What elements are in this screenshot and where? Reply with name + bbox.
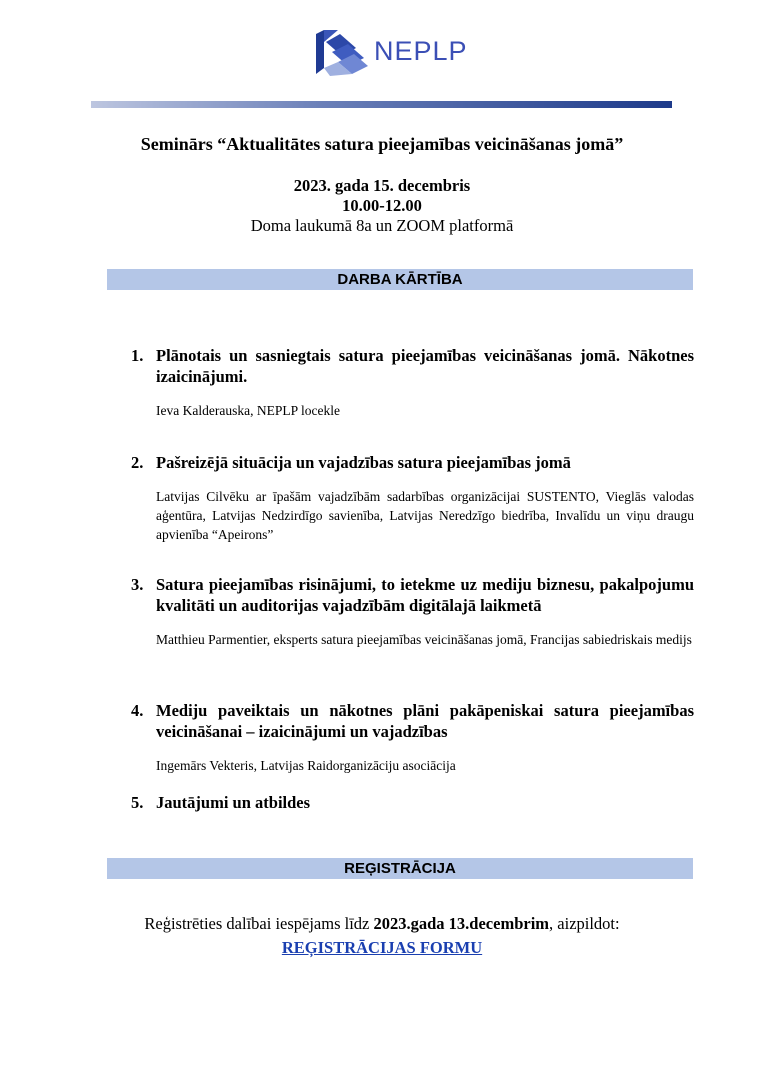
seminar-time: 10.00-12.00 — [342, 196, 422, 215]
registration-form-link[interactable]: REĢISTRĀCIJAS FORMU — [281, 938, 483, 957]
seminar-date: 2023. gada 15. decembris — [293, 176, 471, 195]
agenda-item — [131, 792, 694, 813]
agenda-item — [131, 452, 694, 544]
agenda-item-title: Plānotais un sasniegtais satura pieejamības veicināšanas jomā. Nākotnes izaicinājumi. — [156, 346, 694, 386]
seminar-location: Doma laukumā 8a un ZOOM platformā — [250, 216, 514, 235]
registration-text — [0, 914, 764, 934]
registration-text-after: , aizpildot: — [549, 914, 620, 933]
agenda-item-number: 3. — [131, 575, 144, 594]
agenda-item-title: Jautājumi un atbildes — [156, 793, 311, 812]
agenda-item-number: 5. — [131, 793, 144, 812]
agenda-item-speaker: Matthieu Parmentier, eksperts satura pieejamības veicināšanas jomā, Francijas sabiedriskais medijs — [156, 632, 692, 647]
agenda-item — [131, 574, 694, 649]
agenda-item-number: 4. — [131, 701, 144, 720]
neplp-logo — [316, 28, 496, 80]
registration-text-before: Reģistrēties dalībai iespējams līdz — [144, 914, 374, 933]
agenda-item-title: Pašreizējā situācija un vajadzības satura pieejamības jomā — [156, 453, 571, 472]
neplp-logo-icon — [316, 28, 370, 78]
agenda-item-speaker: Latvijas Cilvēku ar īpašām vajadzībām sadarbības organizācijai SUSTENTO, Vieglās valodas aģentūra, Latvijas Nedzirdīgo savienība, Latvijas Neredzīgo biedrība, Invalīdu un viņu draugu apvienība “Apeirons” — [156, 489, 694, 542]
registration-heading: REĢISTRĀCIJA — [107, 858, 693, 879]
agenda-item-speaker: Ieva Kalderauska, NEPLP locekle — [156, 403, 340, 418]
logo-text: NEPLP — [374, 36, 468, 66]
header-divider — [91, 101, 672, 108]
registration-deadline: 2023.gada 13.decembrim — [373, 914, 550, 933]
agenda-item-number: 1. — [131, 346, 144, 365]
agenda-item-speaker: Ingemārs Vekteris, Latvijas Raidorganizāciju asociācija — [156, 758, 456, 773]
agenda-item-title: Satura pieejamības risinājumi, to ietekme uz mediju biznesu, pakalpojumu kvalitāti un auditorijas vajadzībām digitālajā laikmetā — [156, 575, 694, 615]
agenda-item — [131, 345, 694, 420]
agenda-heading: DARBA KĀRTĪBA — [107, 269, 693, 290]
seminar-title: Seminārs “Aktualitātes satura pieejamības veicināšanas jomā” — [140, 134, 624, 154]
agenda-item-number: 2. — [131, 453, 144, 472]
agenda-item-title: Mediju paveiktais un nākotnes plāni pakāpeniskai satura pieejamības veicināšanai – izaicinājumi un vajadzības — [156, 701, 694, 741]
registration-link-wrap — [0, 938, 764, 958]
agenda-item — [131, 700, 694, 775]
